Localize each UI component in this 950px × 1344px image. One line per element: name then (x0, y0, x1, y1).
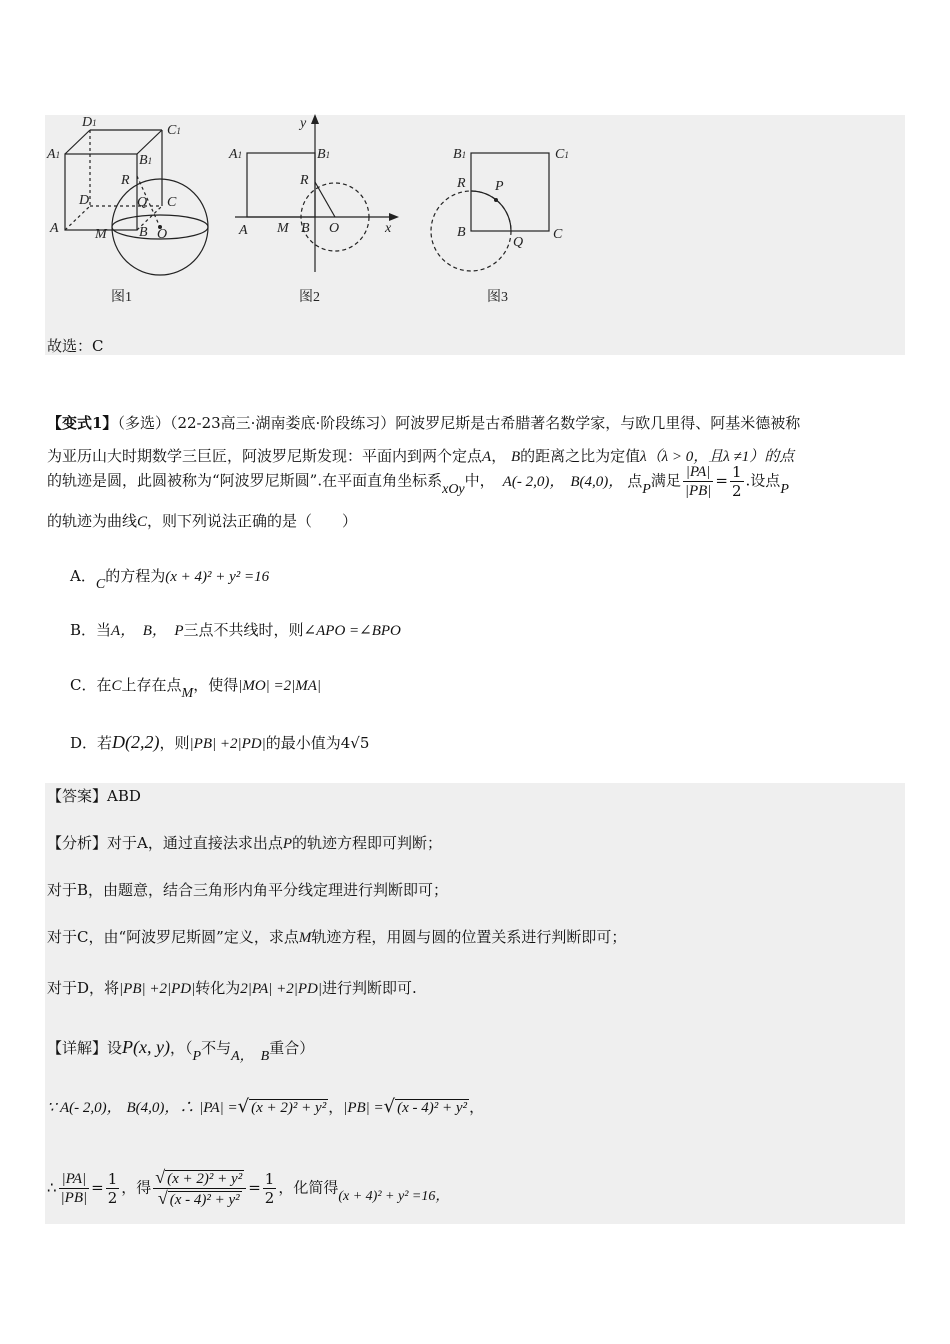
option-a: A．C的方程为(x + 4)² + y² =16 (70, 567, 270, 592)
svg-text:图3: 图3 (487, 290, 508, 305)
answer-value: ABD (107, 787, 141, 805)
svg-text:C: C (553, 227, 563, 242)
svg-text:D1: D1 (82, 115, 97, 130)
problem-line-1: 【变式1】（多选）（22-23高三·湖南娄底·阶段练习）阿波罗尼斯是古希腊著名数学家，与欧几里得、阿基米德被称 (47, 414, 801, 432)
analysis-line-1: 【分析】对于A，通过直接法求出点P的轨迹方程即可判断； (47, 834, 443, 852)
svg-text:图1: 图1 (111, 290, 132, 305)
svg-text:O: O (157, 227, 168, 242)
svg-text:O: O (329, 221, 340, 236)
svg-text:R: R (457, 176, 466, 191)
figure-2 (225, 112, 405, 307)
svg-text:B: B (301, 221, 310, 236)
svg-text:B: B (457, 225, 466, 240)
svg-text:A: A (239, 223, 248, 238)
svg-text:R: R (300, 173, 309, 188)
problem-line-3: 的轨迹是圆，此圆被称为“阿波罗尼斯圆”.在平面直角坐标系xOy中， A(- 2,0)， B(4,0)， 点P满足 $\frac{|PA|}{|PB|}$ = $\frac{1}{2}$ .设点P (47, 463, 789, 500)
figure-1 (45, 112, 225, 307)
svg-text:A1: A1 (47, 147, 61, 162)
problem-tag: 【变式1】 (47, 414, 118, 432)
answer-shade-top (45, 304, 905, 355)
analysis-line-3: 对于C，由“阿波罗尼斯圆”定义，求点M轨迹方程，用圆与圆的位置关系进行判断即可； (47, 928, 627, 946)
svg-text:C1: C1 (167, 123, 181, 138)
option-d: D．若D(2,2)，则|PB| +2|PD|的最小值为4√5 (70, 732, 370, 752)
svg-text:A: A (50, 221, 59, 236)
svg-text:Q: Q (513, 235, 524, 250)
svg-text:R: R (121, 173, 130, 188)
analysis-line-4: 对于D，将|PB| +2|PD|转化为2|PA| +2|PD|进行判断即可. (47, 979, 417, 997)
svg-text:x: x (385, 221, 392, 236)
figure-3 (405, 112, 570, 307)
svg-text:图2: 图2 (299, 290, 320, 305)
problem-line-4: 的轨迹为曲线C，则下列说法正确的是（ ） (47, 512, 358, 530)
detail-line-1: 【详解】设P(x, y)，（P不与A， B重合） (47, 1037, 315, 1064)
svg-text:B1: B1 (453, 147, 467, 162)
svg-text:M: M (277, 221, 289, 236)
svg-text:M: M (95, 227, 107, 242)
problem-line-2: 为亚历山大时期数学三巨匠，阿波罗尼斯发现：平面内到两个定点A， B的距离之比为定值λ（λ > 0，且λ ≠1）的点 (47, 447, 795, 465)
svg-text:Q: Q (137, 195, 148, 210)
svg-text:D: D (79, 193, 90, 208)
previous-answer: 故选：C (47, 337, 104, 355)
svg-text:P: P (495, 179, 504, 194)
detail-line-2: ∵ A(- 2,0)， B(4,0)，∴ |PA| =√ (x + 2)² + y² ，|PB| =√ (x - 4)² + y² ， (47, 1096, 485, 1117)
answer-line (47, 785, 141, 807)
svg-text:B1: B1 (139, 153, 153, 168)
analysis-line-2: 对于B，由题意，结合三角形内角平分线定理进行判断即可； (47, 881, 449, 899)
option-c: C．在C上存在点M，使得|MO| =2|MA| (70, 676, 322, 701)
detail-line-3: ∴ $\frac{|PA|}{|PB|}$ = $\frac{1}{2}$ ，得 $\frac{\text{√ (x + 2)² + y²}}{\text{√ (x - 4)² + y²}}$ = $\frac{1}{2}$ ，化简得(x + 4)² + y² =16， (47, 1167, 450, 1208)
svg-text:A1: A1 (229, 147, 243, 162)
svg-text:C1: C1 (555, 147, 569, 162)
svg-text:B: B (139, 225, 148, 240)
svg-text:B1: B1 (317, 147, 331, 162)
option-b: B．当A， B， P三点不共线时，则∠APO =∠BPO (70, 621, 401, 639)
svg-text:C: C (167, 195, 177, 210)
answer-tag: 【答案】 (47, 787, 108, 805)
svg-text:y: y (300, 116, 307, 131)
